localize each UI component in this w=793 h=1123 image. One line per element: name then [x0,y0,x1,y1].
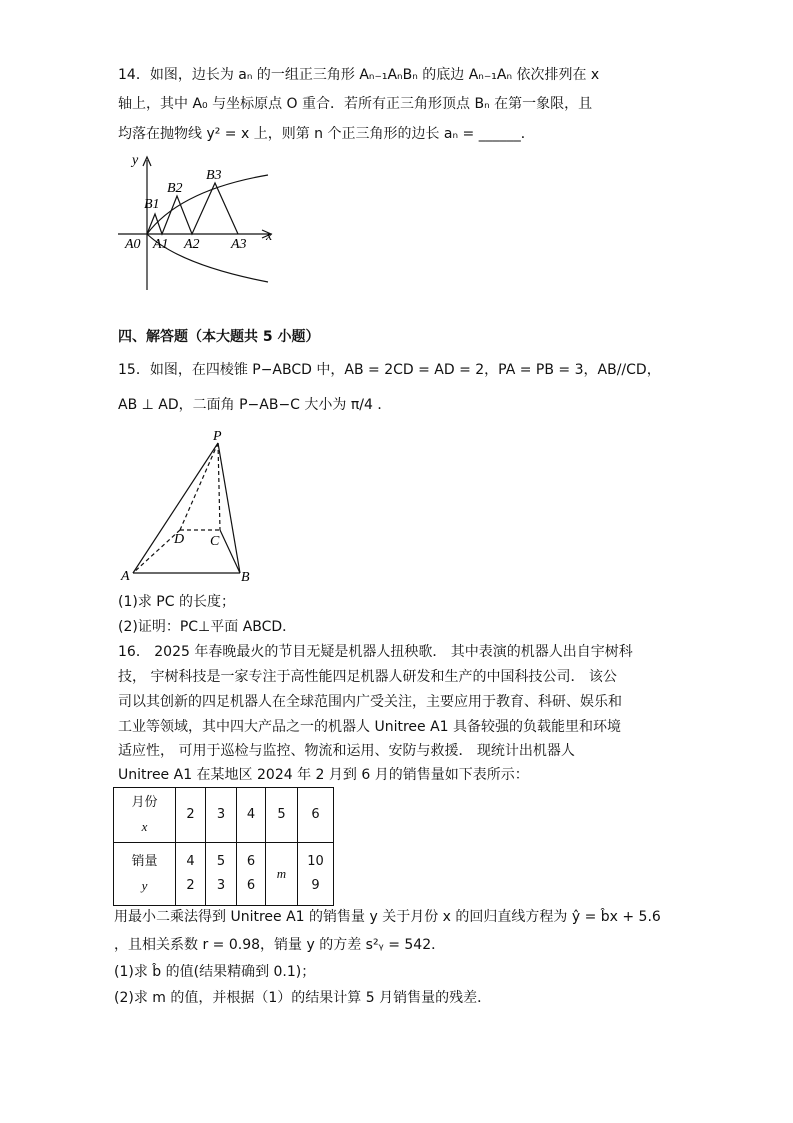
header-month: 月份 [131,795,158,810]
q16-after2: ，且相关系数 r = 0.98，销量 y 的方差 s²ᵧ = 542． [114,937,446,953]
parabola-figure [0,0,793,300]
q16-line4: 工业等领域，其中四大产品之一的机器人 Unitree A1 具备较强的负载能里和环境 [118,719,622,735]
label-y: y [132,153,139,168]
q16-line5: 适应性， 可用于巡检与监控、物流和运用、安防与救援． 现统计出机器人 [118,743,575,759]
cell-top: 6 [246,854,256,869]
cell: 5 [266,788,298,843]
cell-bottom: 9 [311,878,320,893]
q16-line1: 16． 2025 年春晚最火的节目无疑是机器人扭秧歌． 其中表演的机器人出自宇树科 [118,644,633,660]
cell-bottom: 2 [186,878,195,893]
label-P: P [213,429,222,444]
q15-line1: 15．如图，在四棱锥 P−ABCD 中，AB = 2CD = AD = 2，PA = PB = 3，AB//CD， [118,362,661,378]
label-A: A [121,569,130,584]
pyramid-figure [0,420,300,590]
label-A0: A0 [125,237,141,252]
cell: 3 [206,788,237,843]
cell-bottom: 3 [216,878,226,893]
sales-table [113,787,334,906]
cell-bottom: 6 [246,878,256,893]
label-C: C [210,534,220,549]
label-A3: A3 [231,237,247,252]
label-A1: A1 [153,237,169,252]
cell-m: m [266,843,298,906]
q15-part2: (2)证明：PC⊥平面 ABCD． [118,619,297,635]
table-row-sales [114,843,334,906]
q16-part1: (1)求 b̂ 的值(结果精确到 0.1)； [114,964,316,980]
q14-line3: 均落在抛物线 y² = x 上，则第 n 个正三角形的边长 aₙ = ______． [118,126,535,142]
cell-top: 4 [186,854,195,869]
q16-part2: (2)求 m 的值，并根据（1）的结果计算 5 月销售量的残差． [114,990,492,1006]
q15-part1: (1)求 PC 的长度； [118,594,235,610]
q16-line3: 司以其创新的四足机器人在全球范围内广受关注，主要应用于教育、科研、娱乐和 [118,694,622,710]
label-B3: B3 [206,168,222,183]
q16-line2: 技， 宇树科技是一家专注于高性能四足机器人研发和生产的中国科技公司． 该公 [118,669,617,685]
cell: 4 [237,788,266,843]
label-A2: A2 [184,237,200,252]
header-sales: 销量 [131,854,158,869]
cell-top: 10 [307,854,324,869]
label-B2: B2 [167,181,183,196]
label-B: B [241,570,250,585]
cell: 2 [176,788,206,843]
label-B1: B1 [144,197,160,212]
q15-line2: AB ⊥ AD，二面角 P−AB−C 大小为 π/4 ． [118,397,392,413]
header-y: y [141,878,148,893]
cell: 6 [298,788,334,843]
section-heading: 四、解答题（本大题共 5 小题） [118,329,320,345]
label-x: x [266,229,273,244]
q14-line1: 14．如图，边长为 aₙ 的一组正三角形 Aₙ₋₁AₙBₙ 的底边 Aₙ₋₁Aₙ 依次排列在 x [118,67,600,83]
cell-top: 5 [216,854,226,869]
table-row-month [114,788,334,843]
header-x: x [141,819,148,834]
q16-line6: Unitree A1 在某地区 2024 年 2 月到 6 月的销售量如下表所示： [118,767,529,783]
q14-line2: 轴上，其中 A₀ 与坐标原点 O 重合．若所有正三角形顶点 Bₙ 在第一象限，且 [118,96,593,112]
label-D: D [174,532,185,547]
q16-after1: 用最小二乘法得到 Unitree A1 的销售量 y 关于月份 x 的回归直线方程为 ŷ = b̂x + 5.6 [114,909,661,925]
